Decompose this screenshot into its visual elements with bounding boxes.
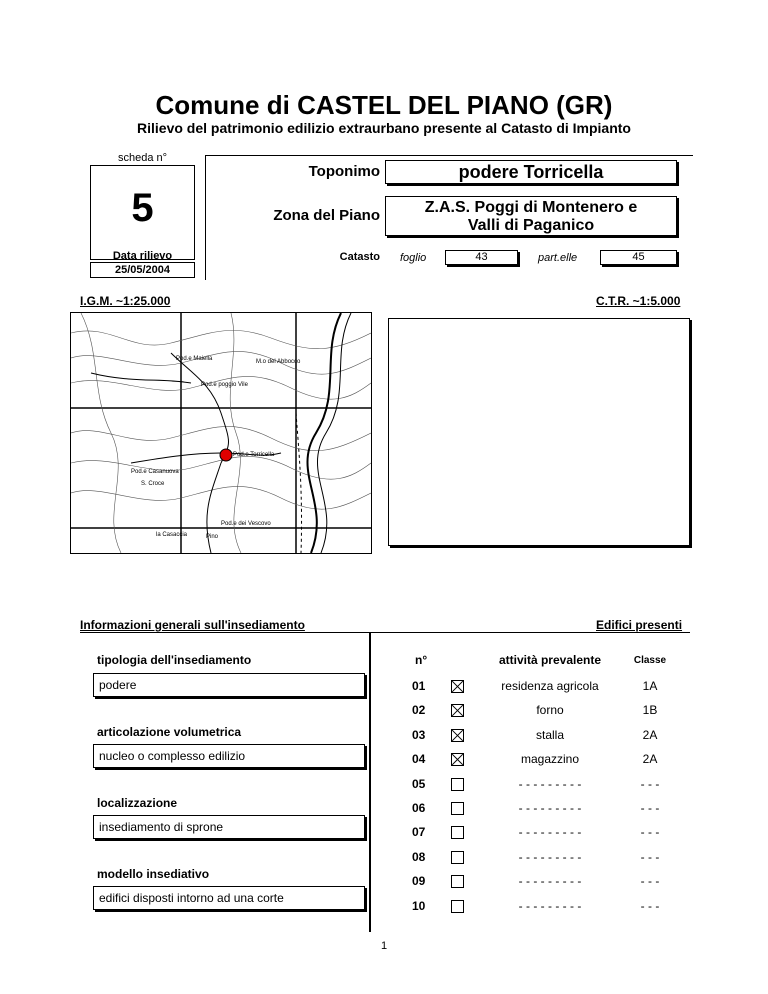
- map-label-maiella: Pod.e Maiella: [176, 356, 213, 362]
- edificio-classe: 1A: [642, 679, 658, 693]
- map-label-poggio-vile: Pod.e poggio Vile: [201, 382, 248, 388]
- igm-map-drawing: [71, 313, 371, 553]
- edifici-heading: Edifici presenti: [596, 618, 683, 632]
- edificio-classe: 2A: [642, 752, 658, 766]
- map-label-abbocco: M.o del Abbocco: [256, 359, 301, 365]
- edificio-classe: - - -: [640, 777, 660, 791]
- edificio-number: 03: [412, 728, 426, 742]
- edificio-checkbox[interactable]: [451, 704, 464, 717]
- zona-line-1: Z.A.S. Poggi di Montenero e: [424, 199, 638, 216]
- edificio-number: 04: [412, 752, 426, 766]
- edificio-attivita: magazzino: [520, 752, 580, 766]
- scheda-number-box: [90, 165, 195, 260]
- survey-date: 25/05/2004: [90, 262, 195, 278]
- edificio-classe: - - -: [640, 874, 660, 888]
- edificio-checkbox[interactable]: [451, 851, 464, 864]
- page-number: 1: [380, 940, 388, 952]
- edificio-attivita: - - - - - - - - -: [518, 825, 582, 839]
- localizzazione-value: insediamento di sprone: [93, 815, 365, 839]
- scheda-label: scheda n°: [117, 152, 168, 164]
- edificio-attivita: forno: [536, 703, 564, 717]
- map-label-casaccia: la Casaccia: [156, 532, 188, 538]
- date-label: Data rilievo: [112, 250, 173, 262]
- page-title: Comune di CASTEL DEL PIANO (GR): [155, 90, 613, 120]
- edificio-attivita: residenza agricola: [501, 679, 599, 693]
- edificio-number: 02: [412, 703, 426, 717]
- modello-label: modello insediativo: [97, 867, 210, 881]
- edificio-number: 08: [412, 850, 426, 864]
- edificio-attivita: - - - - - - - - -: [518, 874, 582, 888]
- toponimo-label: Toponimo: [308, 163, 380, 180]
- edificio-classe: 1B: [642, 703, 658, 717]
- localizzazione-label: localizzazione: [97, 796, 178, 810]
- scheda-number: 5: [131, 186, 154, 230]
- edificio-checkbox[interactable]: [451, 778, 464, 791]
- location-marker-icon: [220, 449, 232, 461]
- edificio-classe: - - -: [640, 825, 660, 839]
- zona-label: Zona del Piano: [273, 207, 380, 224]
- modello-value: edifici disposti intorno ad una corte: [93, 886, 365, 910]
- map-label-casanuova: Pod.e Casanuova: [131, 469, 179, 475]
- edificio-attivita: - - - - - - - - -: [518, 899, 582, 913]
- edificio-classe: - - -: [640, 801, 660, 815]
- edificio-checkbox[interactable]: [451, 826, 464, 839]
- edificio-number: 10: [412, 899, 426, 913]
- edificio-checkbox[interactable]: [451, 802, 464, 815]
- igm-label: I.G.M. ~1:25.000: [80, 294, 171, 308]
- edificio-checkbox[interactable]: [451, 900, 464, 913]
- col-attivita-header: attività prevalente: [498, 653, 602, 667]
- map-label-torricella: Pod.e Torricella: [233, 452, 275, 458]
- foglio-label: foglio: [400, 252, 427, 264]
- partelle-label: part.elle: [538, 252, 578, 264]
- edificio-number: 09: [412, 874, 426, 888]
- col-n-header: n°: [415, 653, 428, 667]
- catasto-label: Catasto: [339, 251, 380, 263]
- edificio-classe: - - -: [640, 899, 660, 913]
- edificio-checkbox[interactable]: [451, 729, 464, 742]
- edificio-attivita: - - - - - - - - -: [518, 801, 582, 815]
- page-subtitle: Rilievo del patrimonio edilizio extraurbano presente al Catasto di Impianto: [137, 120, 631, 136]
- toponimo-value: podere Torricella: [385, 160, 677, 184]
- edificio-classe: 2A: [642, 728, 658, 742]
- map-label-s-croce: S. Croce: [141, 481, 165, 487]
- tipologia-label: tipologia dell'insediamento: [97, 653, 252, 667]
- edificio-attivita: - - - - - - - - -: [518, 777, 582, 791]
- map-label-pino: Pino: [206, 534, 219, 540]
- articolazione-label: articolazione volumetrica: [97, 725, 242, 739]
- edificio-number: 06: [412, 801, 426, 815]
- articolazione-value: nucleo o complesso edilizio: [93, 744, 365, 768]
- ctr-label: C.T.R. ~1:5.000: [596, 294, 681, 308]
- zona-value: [385, 196, 677, 236]
- edificio-number: 07: [412, 825, 426, 839]
- igm-map: [70, 312, 372, 554]
- edificio-checkbox[interactable]: [451, 875, 464, 888]
- edificio-number: 01: [412, 679, 426, 693]
- edificio-number: 05: [412, 777, 426, 791]
- edificio-attivita: stalla: [535, 728, 564, 742]
- partelle-value: 45: [600, 250, 677, 265]
- edificio-attivita: - - - - - - - - -: [518, 850, 582, 864]
- map-label-vescovo: Pod.e dei Vescovo: [221, 521, 271, 527]
- zona-line-2: Valli di Paganico: [467, 217, 595, 234]
- ctr-map: [388, 318, 690, 546]
- col-classe-header: Classe: [633, 655, 667, 666]
- edificio-checkbox[interactable]: [451, 680, 464, 693]
- general-info-heading: Informazioni generali sull'insediamento: [80, 618, 305, 632]
- edificio-classe: - - -: [640, 850, 660, 864]
- edificio-checkbox[interactable]: [451, 753, 464, 766]
- tipologia-value: podere: [93, 673, 365, 697]
- foglio-value: 43: [445, 250, 518, 265]
